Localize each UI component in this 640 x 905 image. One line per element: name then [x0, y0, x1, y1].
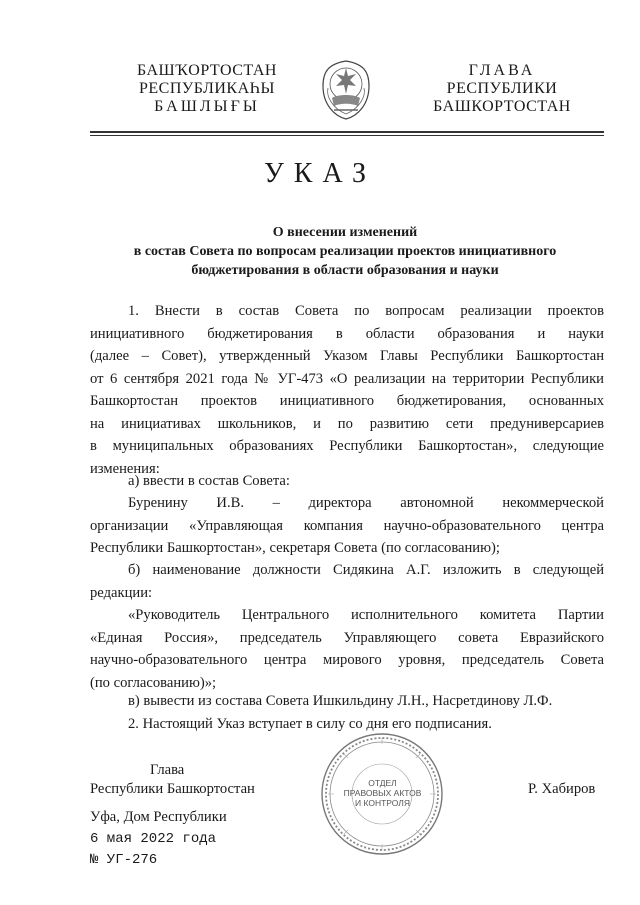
item-b-quote: [90, 604, 604, 694]
header-left-block: [112, 62, 302, 116]
subject-line-1: О внесении изменений: [272, 225, 418, 240]
para1-line: 1. Внести в состав Совета по вопросам реализации проектов: [128, 303, 604, 319]
para1-line: на инициативах школьников, и по развитию сети предуниверсариев: [90, 415, 604, 432]
subject-line-2: в состав Совета по вопросам реализации проектов инициативного: [133, 244, 557, 259]
item-b-line: редакции:: [90, 584, 153, 601]
coat-of-arms-emblem: [318, 58, 374, 122]
para1-line: изменения:: [90, 460, 160, 477]
header-left-line-2: РЕСПУБЛИКАҺЫ: [139, 80, 275, 97]
document-subject: [90, 223, 600, 280]
stamp-line: ОТДЕЛ: [368, 778, 397, 788]
header-right-block: [412, 62, 592, 116]
subject-line-3: бюджетирования в области образования и науки: [191, 263, 499, 278]
item-b-line: б) наименование должности Сидякина А.Г. изложить в следующей: [128, 562, 604, 578]
document-title: УКАЗ: [263, 158, 377, 189]
quote-line: «Единая Россия», председатель Управляющего совета Евразийского: [90, 629, 604, 646]
stamp-line: И КОНТРОЛЯ: [355, 798, 410, 808]
header-right-line-1: ГЛАВА: [468, 62, 536, 79]
buren-line: Республики Башкортостан», секретаря Совета (по согласованию);: [90, 540, 500, 556]
item-b: [90, 559, 604, 604]
quote-line: «Руководитель Центрального исполнительного комитета Партии: [128, 607, 604, 623]
header-divider-thin: [90, 135, 604, 136]
item-a: [90, 470, 604, 493]
signature-title-line-2: Республики Башкортостан: [90, 781, 255, 797]
buren-line: Буренину И.В. – директора автономной некоммерческой: [128, 495, 604, 511]
quote-line: (по согласованию)»;: [90, 674, 217, 691]
para1-line: инициативного бюджетирования в области образования и науки: [90, 325, 604, 342]
issue-date: 6 мая 2022 года: [90, 831, 217, 847]
header-right-line-2: РЕСПУБЛИКИ: [446, 80, 558, 97]
quote-line: научно-образовательного центра мирового уровня, председатель Совета: [90, 652, 604, 668]
stamp-inner-text: [340, 778, 425, 808]
para1-line: в муниципальных образованиях Республики Башкортостан», следующие: [90, 438, 604, 454]
paragraph-1: [90, 300, 604, 480]
document-number: № УГ-276: [90, 852, 158, 868]
para1-line: Башкортостан проектов инициативного бюджетирования, основанных: [90, 393, 604, 409]
signature-name: Р. Хабиров: [528, 781, 596, 797]
item-v: [90, 690, 604, 713]
para1-line: от 6 сентября 2021 года № УГ-473 «О реализации на территории Республики: [90, 370, 604, 387]
issue-place: Уфа, Дом Республики: [90, 809, 227, 825]
item-a-member: [90, 492, 604, 560]
para2-text: 2. Настоящий Указ вступает в силу со дня его подписания.: [128, 716, 492, 732]
header-divider-thick: [90, 131, 604, 133]
signature-title-line-1: Глава: [150, 762, 185, 778]
header-left-line-1: БАШҠОРТОСТАН: [137, 62, 277, 79]
header-left-line-3: БАШЛЫҒЫ: [154, 98, 260, 115]
para1-line: (далее – Совет), утвержденный Указом Главы Республики Башкортостан: [90, 348, 604, 364]
buren-line: организации «Управляющая компания научно-образовательного центра: [90, 517, 604, 534]
stamp-line: ПРАВОВЫХ АКТОВ: [343, 788, 422, 798]
item-v-text: в) вывести из состава Совета Ишкильдину Л.Н., Насретдинову Л.Ф.: [128, 693, 553, 709]
header-right-line-3: БАШКОРТОСТАН: [433, 98, 571, 115]
item-a-text: а) ввести в состав Совета:: [128, 473, 290, 489]
